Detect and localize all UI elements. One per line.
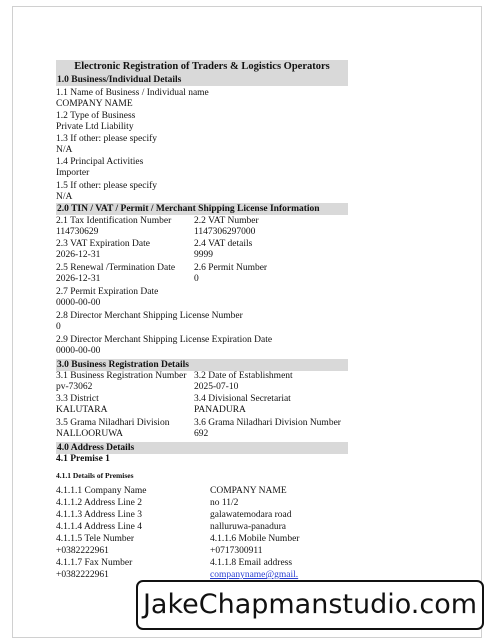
field-4-1-1-4-label: 4.1.1.4 Address Line 4	[56, 522, 143, 532]
field-4-1-1-1-value: COMPANY NAME	[210, 486, 287, 496]
tele-number-label: 4.1.1.5 Tele Number	[56, 534, 135, 544]
field-2-6-value: 0	[194, 274, 199, 284]
field-1-5-label: 1.5 If other: please specify	[56, 181, 158, 191]
field-3-2-value: 2025-07-10	[194, 382, 239, 392]
section-2-heading: 2.0 TIN / VAT / Permit / Merchant Shipping License Information	[56, 203, 348, 215]
field-2-3-label: 2.3 VAT Expiration Date	[56, 239, 150, 249]
tele-number-value: +0382222961	[56, 546, 109, 556]
premise-details-subheading: 4.1.1 Details of Premises	[56, 471, 134, 480]
field-3-3-value: KALUTARA	[56, 405, 108, 415]
mobile-number-label: 4.1.1.6 Mobile Number	[210, 534, 300, 544]
field-3-6-value: 692	[194, 429, 209, 439]
section-4-heading: 4.0 Address Details	[56, 442, 348, 454]
field-4-1-1-2-value: no 11/2	[210, 498, 239, 508]
field-4-1-1-3-value: galawatemodara road	[210, 510, 292, 520]
field-1-2-label: 1.2 Type of Business	[56, 111, 136, 121]
field-2-8-label: 2.8 Director Merchant Shipping License Number	[56, 311, 243, 321]
document-title: Electronic Registration of Traders & Logistics Operators	[56, 60, 348, 74]
field-2-3-value: 2026-12-31	[56, 250, 101, 260]
email-address-link[interactable]: companyname@gmail.	[210, 570, 299, 580]
field-2-1-label: 2.1 Tax Identification Number	[56, 216, 172, 226]
field-4-1-1-1-label: 4.1.1.1 Company Name	[56, 486, 147, 496]
field-3-4-value: PANADURA	[194, 405, 246, 415]
field-1-4-value: Importer	[56, 168, 90, 178]
field-2-8-value: 0	[56, 322, 61, 332]
field-3-1-value: pv-73062	[56, 382, 93, 392]
field-2-2-value: 1147306297000	[194, 227, 256, 237]
field-2-9-label: 2.9 Director Merchant Shipping License Expiration Date	[56, 335, 273, 345]
field-3-6-label: 3.6 Grama Niladhari Division Number	[194, 418, 341, 428]
mobile-number-value: +0717300911	[210, 546, 263, 556]
field-2-4-value: 9999	[194, 250, 213, 260]
field-1-1-label: 1.1 Name of Business / Individual name	[56, 88, 209, 98]
watermark-banner: JakeChapmanstudio.com	[136, 580, 484, 630]
field-2-5-label: 2.5 Renewal /Termination Date	[56, 263, 176, 273]
field-3-3-label: 3.3 District	[56, 394, 99, 404]
field-4-1-1-4-value: nalluruwa-panadura	[210, 522, 286, 532]
field-2-7-label: 2.7 Permit Expiration Date	[56, 287, 159, 297]
field-3-1-label: 3.1 Business Registration Number	[56, 371, 187, 381]
field-1-3-label: 1.3 If other: please specify	[56, 134, 158, 144]
field-3-2-label: 3.2 Date of Establishment	[194, 371, 293, 381]
field-2-1-value: 114730629	[56, 227, 99, 237]
section-1-heading: 1.0 Business/Individual Details	[56, 74, 348, 86]
field-4-1-1-2-label: 4.1.1.2 Address Line 2	[56, 498, 143, 508]
field-2-5-value: 2026-12-31	[56, 274, 101, 284]
field-1-1-value: COMPANY NAME	[56, 99, 133, 109]
field-4-1-1-3-label: 4.1.1.3 Address Line 3	[56, 510, 143, 520]
field-2-4-label: 2.4 VAT details	[194, 239, 253, 249]
field-1-3-value: N/A	[56, 145, 73, 155]
field-1-5-value: N/A	[56, 192, 73, 202]
premise-heading: 4.1 Premise 1	[56, 454, 110, 464]
field-3-5-label: 3.5 Grama Niladhari Division	[56, 418, 170, 428]
field-2-2-label: 2.2 VAT Number	[194, 216, 259, 226]
email-address-label: 4.1.1.8 Email address	[210, 558, 293, 568]
field-1-2-value: Private Ltd Liability	[56, 122, 134, 132]
field-1-4-label: 1.4 Principal Activities	[56, 157, 144, 167]
field-2-6-label: 2.6 Permit Number	[194, 263, 268, 273]
field-3-5-value: NALLOORUWA	[56, 429, 124, 439]
field-2-7-value: 0000-00-00	[56, 298, 101, 308]
field-3-4-label: 3.4 Divisional Secretariat	[194, 394, 291, 404]
fax-number-label: 4.1.1.7 Fax Number	[56, 558, 133, 568]
fax-number-value: +0382222961	[56, 570, 109, 580]
section-3-heading: 3.0 Business Registration Details	[56, 359, 348, 371]
field-2-9-value: 0000-00-00	[56, 346, 101, 356]
